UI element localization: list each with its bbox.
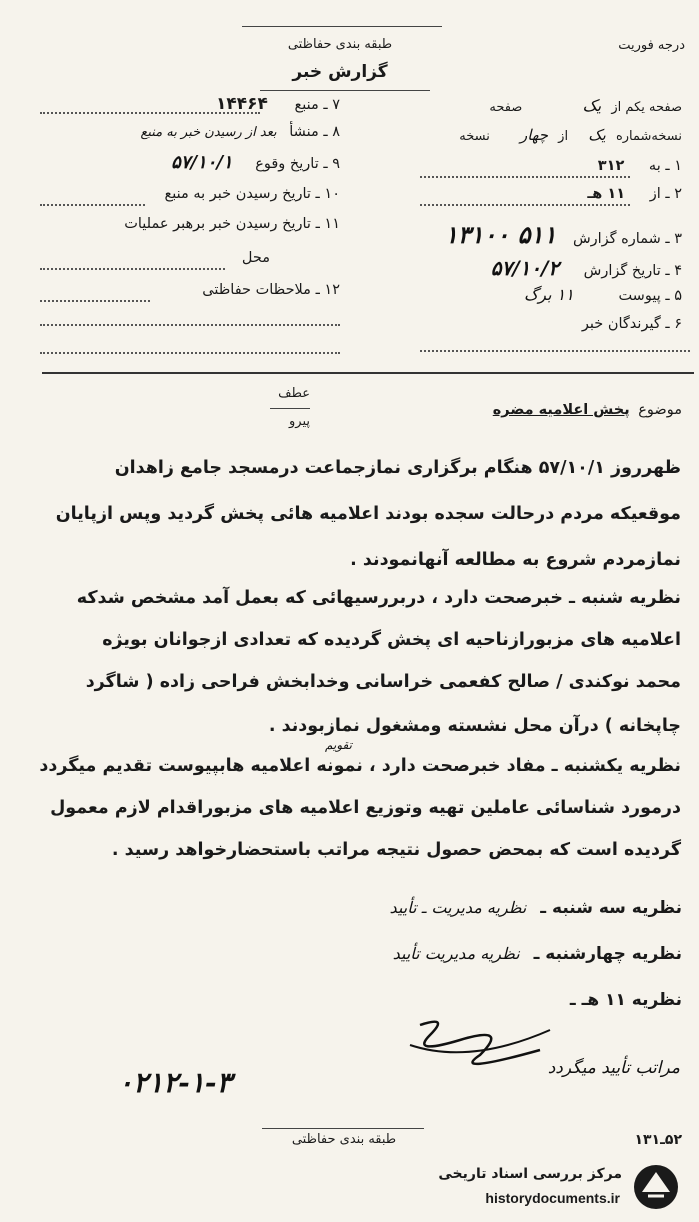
footer-rule: [262, 1128, 424, 1129]
signature-note: مراتب تأیید میگردد: [547, 1058, 680, 1078]
reference-peyro: پیرو: [289, 414, 310, 429]
page-number-hand: یک: [582, 96, 602, 115]
recipients-label: ۶ ـ گیرندگان خبر: [581, 316, 682, 332]
place-field: [40, 250, 270, 266]
receipt-dots: [40, 204, 145, 206]
reference-atf: عطف: [278, 386, 310, 401]
remarks-dots-1: [40, 300, 150, 302]
form-code: ۵۲ـ۱۳۱: [634, 1132, 682, 1148]
copy-number-hand: یک: [588, 126, 606, 144]
copy-number-field: [420, 126, 682, 144]
opinion-wednesday-hand: نظریه مدیریت تأیید: [392, 944, 520, 963]
body-line-3: نمازمردم شروع به مطالعه آنهانمودند .: [350, 550, 681, 570]
event-date-field: [40, 152, 340, 173]
opinion-wednesday: [200, 944, 682, 964]
body-line-9: درمورد شناسائی عاملین تهیه وتوزیع اعلامیه های مزبوراقدام لازم معمول: [50, 798, 681, 818]
subject-value: پخش اعلامیه مضره: [492, 402, 630, 418]
event-date-value: ۵۷/۱۰/۱: [171, 152, 233, 173]
event-date-label: ۹ ـ تاریخ وقوع: [255, 156, 340, 172]
place-label: محل: [241, 250, 270, 266]
to-label: ۱ ـ به: [648, 158, 682, 174]
urgency-label: درجه فوریت: [618, 38, 685, 53]
classification-top: طبقه بندی حفاظتی: [287, 37, 393, 52]
copy-suffix: نسخه: [459, 129, 490, 144]
header-rule-bottom: [260, 90, 430, 91]
opinion-wednesday-label: نظریه چهارشنبه ـ: [533, 944, 682, 964]
source-dots: [40, 112, 260, 114]
copy-of: از: [558, 129, 569, 144]
remarks-field: [40, 282, 340, 298]
attachment-field: [400, 285, 682, 304]
report-number-value: ۵۱۱ ۱۳۱۰۰: [444, 220, 557, 249]
watermark-title: مرکز بررسی اسناد تاریخی: [438, 1166, 622, 1182]
ops-date-label: ۱۱ ـ تاریخ رسیدن خبر برهبر عملیات: [124, 216, 340, 232]
source-label: ۷ ـ منبع: [294, 97, 340, 113]
recipients-dots-1: [420, 350, 690, 352]
copy-label: نسخه‌شماره: [615, 129, 682, 144]
subject-field: [400, 402, 682, 418]
watermark-url: historydocuments.ir: [485, 1190, 620, 1206]
from-value: ۱۱ هـ: [587, 186, 626, 202]
ops-date-field: [20, 216, 340, 232]
subject-label: موضوع: [638, 402, 682, 418]
recipients-field: [420, 316, 682, 332]
body-line-8: نظریه یکشنبه ـ مفاد خبرصحت دارد ، نمونه اعلامیه هابپیوست تقدیم میگردد: [39, 756, 681, 776]
source-field: [40, 94, 340, 114]
from-field: [420, 186, 682, 202]
body-line-5: اعلامیه های مزبورازناحیه ای پخش گردیده که تعدادی ازجوانان بویژه: [102, 630, 681, 650]
receipt-date-label: ۱۰ ـ تاریخ رسیدن خبر به منبع: [164, 186, 340, 202]
page-suffix: صفحه: [489, 100, 523, 115]
section-separator: [42, 372, 694, 374]
opinion-tuesday-hand: نظریه مدیریت ـ تأیید: [389, 898, 527, 917]
attachment-label: ۵ ـ پیوست: [618, 288, 682, 304]
copy-total-hand: چهار: [520, 126, 549, 144]
classification-bottom: طبقه بندی حفاظتی: [291, 1132, 397, 1147]
report-date-value: ۵۷/۱۰/۲: [490, 256, 560, 280]
body-line-10: گردیده است که بمحض حصول نتیجه مراتب باستحضارخواهد رسید .: [111, 840, 681, 860]
remarks-dots-3: [40, 352, 340, 354]
origin-value: بعد از رسیدن خبر به منبع: [140, 125, 277, 140]
receipt-date-field: [40, 186, 340, 202]
to-dots: [420, 176, 630, 178]
opinion-11h: [400, 990, 682, 1010]
report-date-label: ۴ ـ تاریخ گزارش: [583, 263, 682, 279]
archive-logo-icon: [630, 1162, 682, 1212]
page-number-field: [420, 96, 682, 115]
document-title: گزارش خبر: [292, 62, 388, 82]
body-line-2: موقعیکه مردم درحالت سجده بودند اعلامیه هائی پخش گردید وپس ازپایان: [55, 504, 681, 524]
opinion-tuesday-label: نظریه سه شنبه ـ: [540, 898, 682, 918]
remarks-dots-2: [40, 324, 340, 326]
report-number-label: ۳ ـ شماره گزارش: [572, 231, 682, 247]
body-line-1: ظهرروز ۵۷/۱۰/۱ هنگام برگزاری نمازجماعت درمسجد جامع زاهدان: [114, 458, 681, 478]
archive-number: ۰۲۱۲-۱-۳: [118, 1066, 232, 1099]
opinion-11h-label: نظریه ۱۱ هـ ـ: [569, 990, 682, 1010]
from-dots: [420, 204, 630, 206]
report-number-field: [380, 220, 682, 249]
body-line-6: محمد نوکندی / صالح کفعمی خراسانی وخدابخش فراحی زاده ( شاگرد: [85, 672, 681, 692]
origin-field: [40, 124, 340, 140]
opinion-tuesday: [200, 898, 682, 918]
origin-label: ۸ ـ منشأ: [289, 124, 340, 140]
page-label: صفحه یکم از: [611, 100, 682, 115]
source-value: ۱۴۴۶۴: [216, 94, 268, 114]
to-field: [420, 158, 682, 174]
inserted-word: تقویم: [325, 738, 352, 752]
remarks-label: ۱۲ ـ ملاحظات حفاظتی: [202, 282, 340, 298]
place-dots: [40, 268, 225, 270]
body-line-7: چاپخانه ) درآن محل نشسته ومشغول نمازبودند .: [268, 716, 681, 736]
attachment-value: ۱۱ برگ: [523, 285, 574, 304]
from-label: ۲ ـ از: [649, 186, 682, 202]
header-rule-top: [242, 26, 442, 27]
to-value: ۳۱۲: [597, 158, 625, 174]
body-line-4: نظریه شنبه ـ خبرصحت دارد ، دربررسیهائی که بعمل آمد مشخص شدکه: [76, 588, 681, 608]
reference-rule: [270, 408, 310, 409]
report-date-field: [380, 256, 682, 280]
